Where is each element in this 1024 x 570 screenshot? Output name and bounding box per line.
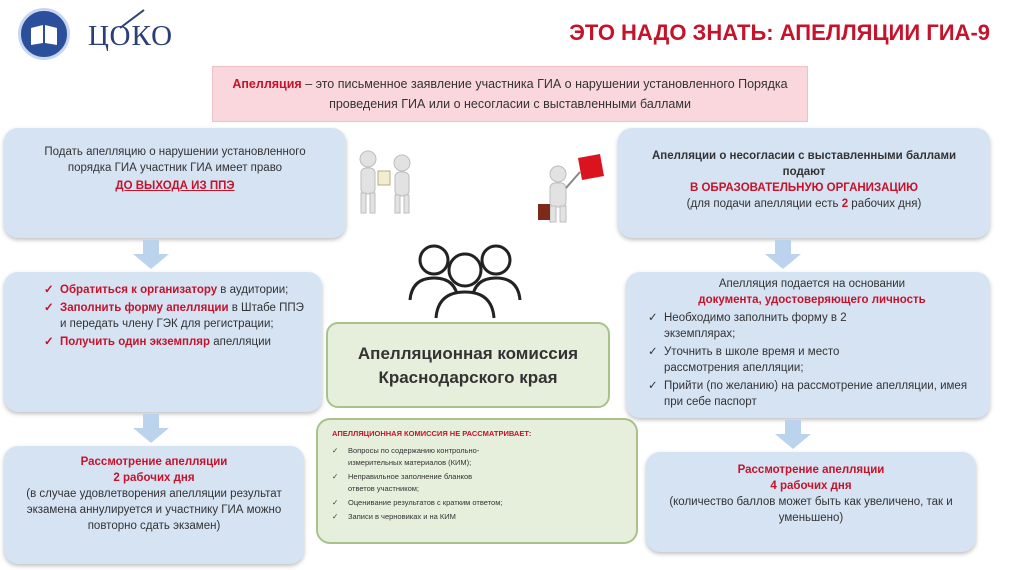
check-icon: ✓ <box>332 498 339 507</box>
right-steps-box <box>626 272 990 418</box>
arrow-down-icon <box>764 240 802 270</box>
not-considered-list <box>332 445 626 523</box>
left-steps-list <box>44 282 310 350</box>
list-item: ✓ Записи в черновиках и на КИМ <box>332 512 456 521</box>
right-steps-list <box>648 310 976 410</box>
list-item: ✓ Обратиться к организатору в аудитории; <box>44 284 289 296</box>
check-icon: ✓ <box>44 284 54 296</box>
person-flag-icon <box>538 152 610 226</box>
check-icon: ✓ <box>332 472 339 481</box>
right-top-emph: В ОБРАЗОВАТЕЛЬНУЮ ОРГАНИЗАЦИЮ <box>689 182 918 194</box>
right-mid-emph: документа, удостоверяющего личность <box>698 294 926 306</box>
definition-text: – это письменное заявление участника ГИА о нарушении установленного Порядка проведения ГИА или о несогласии с выставленными баллами <box>301 77 788 111</box>
check-icon: ✓ <box>648 346 658 358</box>
right-review-days: 4 рабочих дня <box>770 480 852 492</box>
check-icon: ✓ <box>648 312 658 324</box>
left-top-text: Подать апелляцию о нарушении установленного порядка ГИА участник ГИА имеет право <box>44 146 306 174</box>
definition-box <box>212 66 808 122</box>
page-title: ЭТО НАДО ЗНАТЬ: АПЕЛЛЯЦИИ ГИА-9 <box>569 20 990 45</box>
right-top-text: Апелляции о несогласии с выставленными баллами подают <box>651 150 957 178</box>
check-icon: ✓ <box>332 512 339 521</box>
logo-book-icon <box>18 8 70 60</box>
arrow-down-icon <box>132 414 170 444</box>
left-top-emph: ДО ВЫХОДА ИЗ ППЭ <box>115 180 235 192</box>
list-item: ✓ Оценивание результатов с кратким ответом; <box>332 498 503 507</box>
list-item: ✓ Прийти (по желанию) на рассмотрение апелляции, имея при себе паспорт <box>648 380 968 408</box>
right-review-box <box>646 452 976 552</box>
not-considered-box <box>316 418 638 544</box>
list-item: ✓ Получить один экземпляр апелляции <box>44 336 271 348</box>
right-top-box <box>618 128 990 238</box>
arrow-down-icon <box>132 240 170 270</box>
left-review-box <box>4 446 304 564</box>
right-review-title: Рассмотрение апелляции <box>737 464 885 476</box>
pen-icon <box>118 8 148 30</box>
arrow-down-icon <box>774 420 812 450</box>
not-considered-title: АПЕЛЛЯЦИОННАЯ КОМИССИЯ НЕ РАССМАТРИВАЕТ: <box>332 429 532 438</box>
people-handshake-icon <box>350 145 420 217</box>
list-item: ✓ Необходимо заполнить форму в 2 экземплярах; <box>648 312 847 340</box>
logo-text: ЦОКО <box>88 20 174 52</box>
check-icon: ✓ <box>648 380 658 392</box>
check-icon: ✓ <box>44 302 54 314</box>
list-item: ✓ Неправильное заполнение бланков ответов участником; <box>332 472 473 493</box>
group-people-icon <box>404 238 526 320</box>
left-review-title: Рассмотрение апелляции <box>80 456 228 468</box>
check-icon: ✓ <box>332 446 339 455</box>
left-top-box <box>4 128 346 238</box>
commission-title: Апелляционная комиссия Краснодарского края <box>357 344 579 387</box>
left-review-days: 2 рабочих дня <box>113 472 195 484</box>
right-review-note: (количество баллов может быть как увеличено, так и уменьшено) <box>669 496 953 524</box>
left-steps-box <box>4 272 322 412</box>
definition-term: Апелляция <box>232 77 302 91</box>
right-mid-intro: Апелляция подается на основании <box>718 278 906 290</box>
list-item: ✓ Уточнить в школе время и место рассмотрения апелляции; <box>648 346 840 374</box>
list-item: ✓ Заполнить форму апелляции в Штабе ППЭ и передать члену ГЭК для регистрации; <box>44 302 304 330</box>
check-icon: ✓ <box>44 336 54 348</box>
left-review-note: (в случае удовлетворения апелляции результат экзамена аннулируется и участнику ГИА можно повторно сдать экзамен) <box>26 488 282 532</box>
commission-box <box>326 322 610 408</box>
list-item: ✓ Вопросы по содержанию контрольно-измерительных материалов (КИМ); <box>332 446 480 467</box>
right-top-note: (для подачи апелляции есть 2 рабочих дня) <box>686 198 922 210</box>
